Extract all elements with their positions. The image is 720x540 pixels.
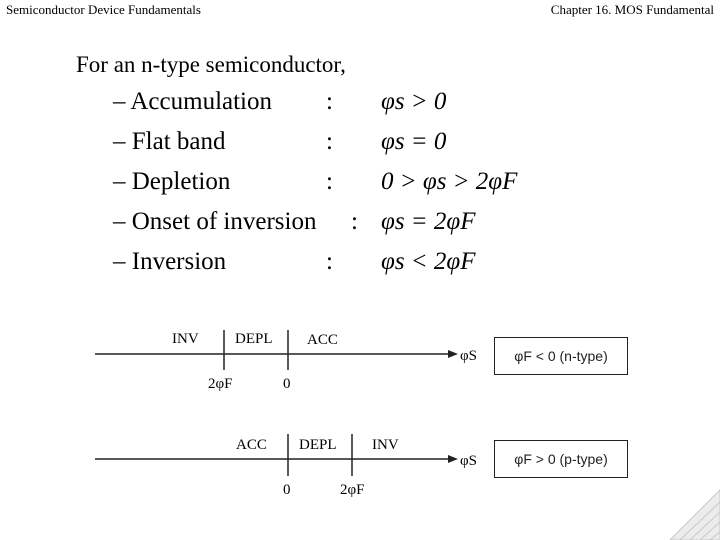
axis-label-phiS: φS — [460, 348, 477, 364]
condition-item-depletion: – Depletion : — [113, 168, 333, 195]
p-type-region-diagram — [90, 422, 510, 502]
n-type-box-text: φF < 0 (n-type) — [514, 348, 608, 364]
n-type-box — [494, 337, 628, 375]
axis-arrow-icon — [448, 350, 458, 358]
region-label-acc: ACC — [307, 332, 338, 348]
equation-depletion: 0 > φs > 2φF — [381, 168, 518, 195]
condition-item-inversion: – Inversion : — [113, 248, 333, 275]
colon: : — [326, 88, 333, 115]
region-label-depl: DEPL — [235, 331, 273, 347]
condition-item-flat-band: – Flat band : — [113, 128, 333, 155]
equation-inversion: φs < 2φF — [381, 248, 476, 275]
region-label-acc: ACC — [236, 437, 267, 453]
condition-label: Onset of inversion — [131, 208, 317, 235]
header-chapter-title: Chapter 16. MOS Fundamental — [550, 2, 714, 17]
colon: : — [326, 168, 333, 195]
condition-label: Depletion — [131, 168, 231, 195]
region-label-inv: INV — [172, 331, 199, 347]
n-type-region-diagram — [90, 318, 510, 398]
tick-label-zero: 0 — [283, 482, 291, 498]
header-course-title: Semiconductor Device Fundamentals — [6, 2, 201, 17]
colon: : — [326, 128, 333, 155]
equation-onset-of-inversion: φs = 2φF — [381, 208, 476, 235]
region-label-depl: DEPL — [299, 437, 337, 453]
condition-label: Accumulation — [130, 88, 273, 115]
axis-label-phiS: φS — [460, 453, 477, 469]
equation-accumulation: φs > 0 — [381, 88, 447, 115]
condition-item-onset-of-inversion: – Onset of inversion : — [113, 208, 358, 235]
condition-label: Flat band — [131, 128, 226, 155]
condition-item-accumulation: – Accumulation : — [113, 88, 333, 115]
colon: : — [326, 248, 333, 275]
condition-label: Inversion — [131, 248, 227, 275]
corner-decoration — [650, 480, 720, 540]
tick-label-zero: 0 — [283, 376, 291, 392]
intro-text: For an n-type semiconductor, — [76, 52, 346, 77]
colon: : — [351, 208, 358, 235]
region-label-inv: INV — [372, 437, 399, 453]
tick-label-2phiF: 2φF — [208, 376, 233, 392]
axis-arrow-icon — [448, 455, 458, 463]
tick-label-2phiF: 2φF — [340, 482, 365, 498]
p-type-box — [494, 440, 628, 478]
p-type-box-text: φF > 0 (p-type) — [514, 451, 608, 467]
equation-flat-band: φs = 0 — [381, 128, 447, 155]
